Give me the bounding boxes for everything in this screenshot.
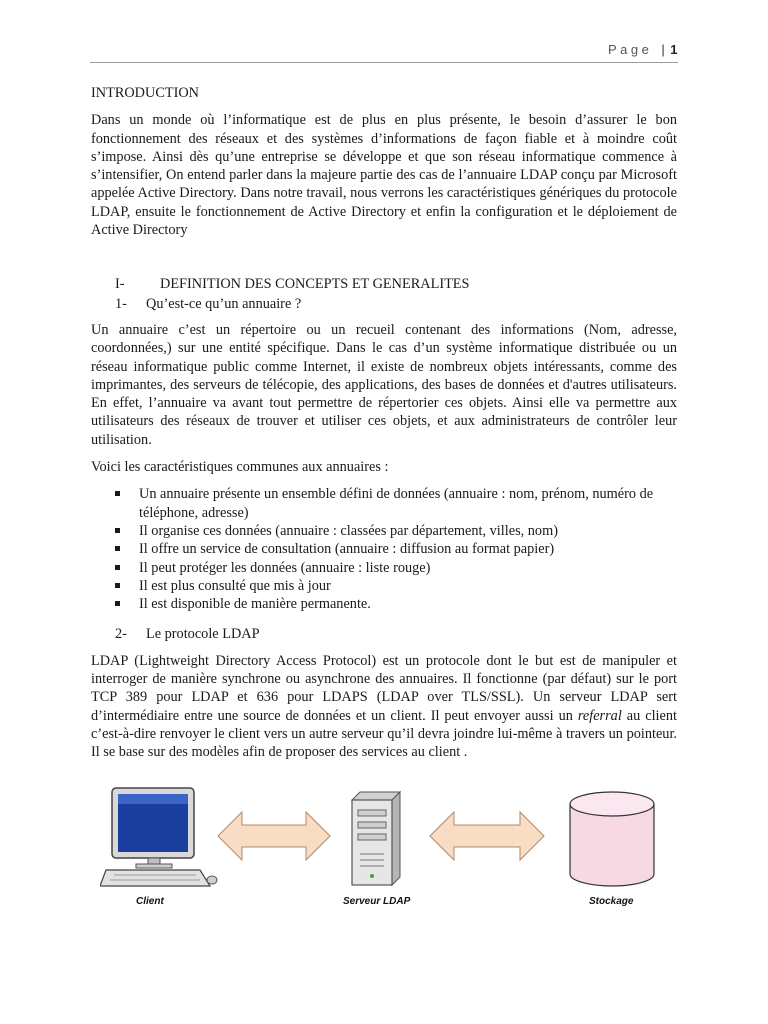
list-item: Il est disponible de manière permanente. [91,595,677,613]
header-rule [90,62,678,63]
spacer [91,239,677,275]
server-icon [352,792,400,885]
ldap-diagram [100,782,660,912]
list-item: Il organise ces données (annuaire : classées par département, villes, nom) [91,522,677,540]
subsection-heading-2 [91,625,677,643]
client-label: Client [136,896,164,907]
ldap-paragraph [91,652,677,762]
section-number: I- [115,276,125,293]
page-number: 1 [670,42,678,57]
list-item: Il peut protéger les données (annuaire : liste rouge) [91,559,677,577]
list-item: Il offre un service de consultation (annuaire : diffusion au format papier) [91,540,677,558]
page-header [608,42,678,57]
document-body [91,84,677,762]
bidirectional-arrow-icon [430,812,544,860]
storage-label: Stockage [589,896,634,907]
database-icon [570,792,654,886]
list-item: Il est plus consulté que mis à jour [91,577,677,595]
page-separator: | [661,42,666,57]
diagram-graphic [100,782,660,892]
subsection-title: Qu’est-ce qu’un annuaire ? [146,295,302,312]
intro-paragraph: Dans un monde où l’informatique est de plus en plus présente, le besoin d’assurer le bon fonctionnement des réseaux et des systèmes d’informations de façon fiable et à moindre coût s’impose. Ainsi dès qu’une entreprise se développe et que son réseau informatique commence à s’intensifier, On entend parler dans la majeure partie des cas de l’annuaire LDAP conçu par Microsoft appelée Active Directory. Dans notre travail, nous verrons les caractéristiques génériques du protocole LDAP, ensuite le fonctionnement de Active Directory et enfin la configuration et le déploiement de Active Directory [91,112,677,239]
characteristics-intro: Voici les caractéristiques communes aux annuaires : [91,459,389,476]
referral-emphasis: referral [577,707,622,724]
server-label: Serveur LDAP [343,896,411,907]
intro-title: INTRODUCTION [91,85,200,101]
page-word: Page [608,42,653,57]
ldap-text-before: LDAP (Lightweight Directory Access Protocol) est un protocole dont le but est de manipuler et interroger de manière synchrone ou asynchrone des annuaires. Il fonctionne (par défaut) sur le port TCP 389 pour LDAP et 636 pour LDAPS (LDAP over TLS/SSL). Un serveur LDAP sert d’intermédiaire entre une source de données et un client. Il peut envoyer aussi un [91,652,677,724]
section-heading [91,275,677,293]
subsection-number: 2- [115,626,127,643]
list-item: Un annuaire présente un ensemble défini de données (annuaire : nom, prénom, numéro de téléphone, adresse) [91,485,677,522]
ldap-text-after: au client c’est-à-dire renvoyer le client vers un autre serveur qu’il devra joindre lui-même à travers un pointeur. Il se base sur des modèles afin de proposer des services au client . [91,707,677,761]
subsection-number: 1- [115,295,127,312]
section-title: DEFINITION DES CONCEPTS ET GENERALITES [160,276,470,293]
subsection-title: Le protocole LDAP [146,626,260,643]
characteristics-list [91,485,677,613]
subsection-heading-1 [91,295,677,313]
annuaire-paragraph: Un annuaire c’est un répertoire ou un recueil contenant des informations (Nom, adresse, coordonnées,) sur une entité spécifique. Dans le cas d’un système informatique distribuée ou un réseau informatique public comme Internet, il existe de nombreux objets intéressants, comme des imprimantes, des serveurs de télécopie, des applications, des bases de données et d'autres utilisateurs. En effet, l’annuaire va avant tout permettre de répertorier ces objets. Ainsi elle va permettre aux utilisateurs des réseaux de trouver et utiliser ces objets, et aux administrateurs de contrôler leur utilisation. [91,321,677,448]
bidirectional-arrow-icon [218,812,330,860]
computer-icon [100,788,217,886]
